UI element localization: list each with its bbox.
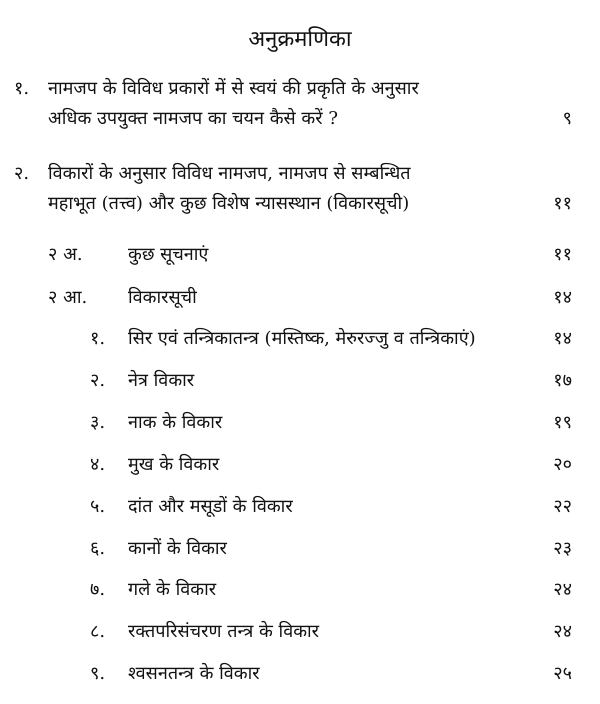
entry-page-number: २२ <box>553 496 572 517</box>
entry-page-number: ११ <box>553 244 572 265</box>
toc-subentry-1[interactable] <box>0 324 600 354</box>
entry-page-number: २० <box>553 454 572 475</box>
toc-entry-2a[interactable] <box>0 240 600 270</box>
toc-subentry-2[interactable] <box>0 366 600 396</box>
toc-entry-1[interactable] <box>0 74 600 134</box>
entry-number: २. <box>90 370 106 391</box>
entry-title: विकारसूची <box>128 287 197 308</box>
entry-page-number: ११ <box>553 193 572 214</box>
entry-page-number: २५ <box>553 663 572 684</box>
toc-entry-2aa[interactable] <box>0 283 600 313</box>
entry-page-number: १७ <box>553 370 572 391</box>
entry-number: ७. <box>90 579 106 600</box>
entry-page-number: २४ <box>553 579 572 600</box>
toc-subentry-9[interactable] <box>0 659 600 689</box>
toc-entry-2[interactable] <box>0 159 600 219</box>
entry-title: गले के विकार <box>128 579 217 600</box>
entry-title: कानों के विकार <box>128 538 227 559</box>
toc-subentry-4[interactable] <box>0 450 600 480</box>
entry-number: १. <box>14 78 30 99</box>
entry-number: २. <box>14 163 30 184</box>
page-title: अनुक्रमणिका <box>248 27 352 52</box>
entry-page-number: १४ <box>553 287 572 308</box>
toc-subentry-3[interactable] <box>0 408 600 438</box>
entry-title: रक्तपरिसंचरण तन्त्र के विकार <box>128 621 320 642</box>
entry-title-line-1: विकारों के अनुसार विविध नामजप, नामजप से सम्बन्धित <box>48 163 411 184</box>
entry-number: ६. <box>90 538 106 559</box>
toc-subentry-8[interactable] <box>0 617 600 647</box>
entry-title: श्वसनतन्त्र के विकार <box>128 663 260 684</box>
toc-subentry-7[interactable] <box>0 575 600 605</box>
entry-number: २ अ. <box>48 244 83 265</box>
entry-title: दांत और मसूडों के विकार <box>128 496 293 517</box>
entry-number: ३. <box>90 412 106 433</box>
entry-number: २ आ. <box>48 287 88 308</box>
entry-title: सिर एवं तन्त्रिकातन्त्र (मस्तिष्क, मेरुरज्जु व तन्त्रिकाएं) <box>128 328 476 349</box>
entry-page-number: २४ <box>553 621 572 642</box>
entry-title: मुख के विकार <box>128 454 220 475</box>
entry-title-line-2: अधिक उपयुक्त नामजप का चयन कैसे करें ? <box>48 108 338 129</box>
entry-page-number: १९ <box>553 412 572 433</box>
toc-subentry-5[interactable] <box>0 492 600 522</box>
entry-page-number: २३ <box>553 538 572 559</box>
entry-number: ४. <box>90 454 106 475</box>
entry-number: ९. <box>90 663 106 684</box>
toc-subentry-6[interactable] <box>0 534 600 564</box>
entry-page-number: १४ <box>553 328 572 349</box>
entry-number: ८. <box>90 621 106 642</box>
entry-title: नेत्र विकार <box>128 370 195 391</box>
entry-number: ५. <box>90 496 106 517</box>
entry-title: कुछ सूचनाएं <box>128 244 209 265</box>
entry-title: नाक के विकार <box>128 412 223 433</box>
entry-title-line-2: महाभूत (तत्त्व) और कुछ विशेष न्यासस्थान (विकारसूची) <box>48 193 410 214</box>
entry-title-line-1: नामजप के विविध प्रकारों में से स्वयं की प्रकृति के अनुसार <box>48 78 419 99</box>
entry-number: १. <box>90 328 106 349</box>
entry-page-number: ९ <box>562 108 572 129</box>
